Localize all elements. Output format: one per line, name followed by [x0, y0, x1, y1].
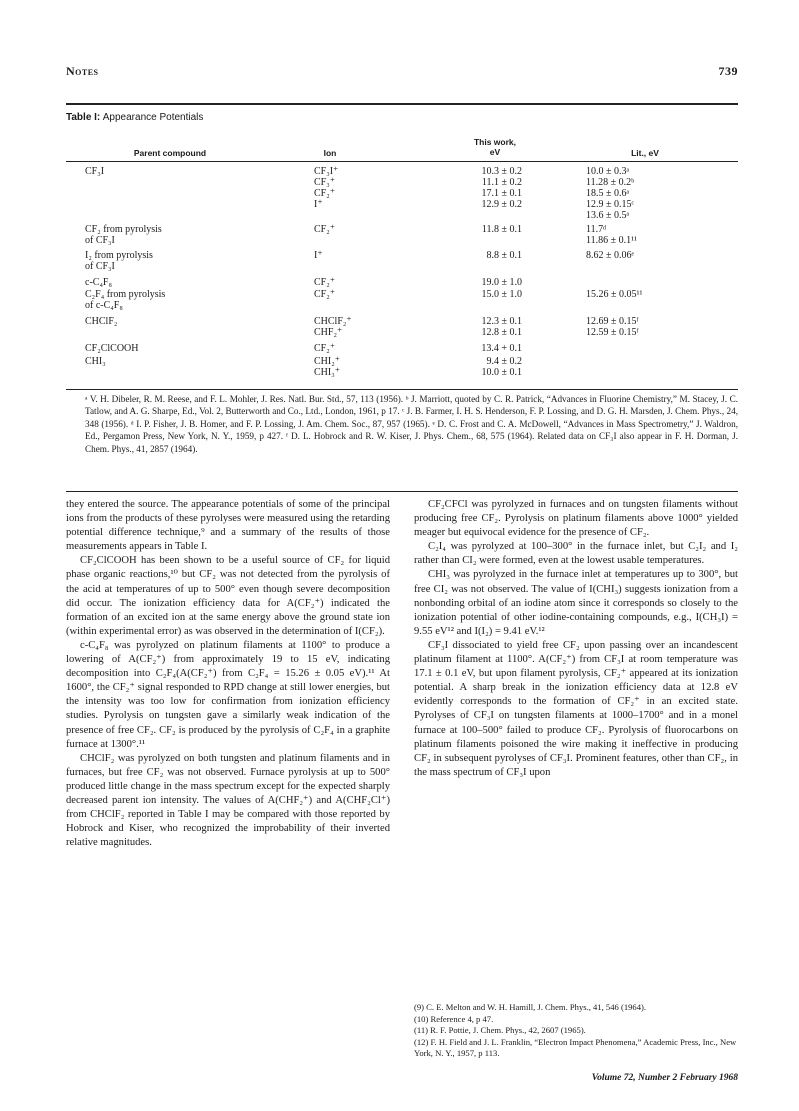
table-cell-lit: 10.0 ± 0.3ᵃ — [586, 166, 630, 177]
table-cell-parent: I₂ from pyrolysis — [85, 250, 153, 261]
reference-item: (10) Reference 4, p 47. — [414, 1013, 494, 1024]
table-end-rule — [66, 491, 738, 492]
reference-item: (11) R. F. Pottie, J. Chem. Phys., 42, 2607 (1965). — [414, 1025, 586, 1035]
table-cell-this-work: 11.1 ± 0.2 — [481, 177, 522, 188]
table-cell-ion: I⁺ — [314, 250, 323, 261]
table-cell-lit: 18.5 ± 0.6ᵃ — [586, 188, 630, 199]
table-cell-lit: 12.9 ± 0.15ᶜ — [586, 199, 635, 210]
table-cell-lit: 12.59 ± 0.15ᶠ — [586, 327, 639, 338]
table-header-rule — [66, 161, 738, 162]
table-cell-this-work: 10.0 ± 0.1 — [481, 367, 522, 378]
header-parent: Parent compound — [133, 148, 207, 158]
table-cell-this-work: 12.8 ± 0.1 — [481, 327, 522, 338]
table-cell-parent: of CF₃I — [85, 235, 115, 246]
paragraph: CF₃I dissociated to yield free CF₂ upon passing over an incandescent platinum filament at 1100°. A(CF₂⁺) from CF₃I at room temperature was 17.1 ± 0.1 eV, but upon filament pyrolysis, CF₂⁺ appeared at its ionization potential. A sharp break in the ionization efficiency data at 12.8 eV evidently corresponds to the formation of CF₂⁺ in an excited state. Pyrolyses of CF₃I on tungsten filaments at 1000–1700° and in a monel furnace at 100–500° failed to produce CF₂. Pyrolysis of fluorocarbons on platinum filaments poisoned the wire making it ineffective in producing CF₂ in subsequent pyrolyses of CF₃I. Prominent features, other than CF₂, in the mass spectrum of CF₃I upon — [414, 639, 738, 778]
table-cell-ion: CHF₂⁺ — [314, 327, 343, 338]
table-cell-ion: I⁺ — [314, 199, 323, 210]
header-lit: Lit., eV — [631, 148, 659, 158]
table-cell-parent: C₂F₄ from pyrolysis — [85, 289, 166, 300]
table-cell-this-work: 8.8 ± 0.1 — [486, 250, 522, 261]
table-cell-parent: CHI₃ — [85, 356, 106, 367]
table-cell-this-work: 19.0 ± 1.0 — [481, 277, 522, 288]
table-cell-this-work: 12.9 ± 0.2 — [481, 199, 522, 210]
table-cell-ion: CHI₃⁺ — [314, 367, 340, 378]
references — [414, 1002, 738, 1060]
table-cell-ion: CHClF₂⁺ — [314, 316, 352, 327]
table-cell-lit: 8.62 ± 0.06ᵉ — [586, 250, 635, 261]
paragraph: CF₂ClCOOH has been shown to be a useful source of CF₂ for liquid phase organic reactions,¹⁰ but CF₂ was not detected from the pyrolysis of the acid at temperatures of up to 500° even though severe decomposition did occur. The ionization efficiency data for A(CF₂⁺) indicated the formation of an excited ion at the same energy above the ground state ion (within experimental error) as was observed in the determination of I(CF₂). — [66, 555, 390, 637]
table-cell-lit: 11.7ᵈ — [586, 224, 607, 235]
header-this-work-line1: This work, — [473, 137, 517, 147]
paragraph: CHI₃ was pyrolyzed in the furnace inlet at temperatures up to 300°, but free CI₂ was not observed. The value of I(CHI₃) suggests ionization from a nonbonding orbital of an iodine atom since it corresponds so closely to the ionization potential of other iodine-containing compounds, e.g., I(CH₃I) = 9.55 eV¹² and I(I₂) = 9.41 eV.¹² — [414, 569, 738, 637]
table-cell-ion: CF₂⁺ — [314, 224, 335, 235]
table-cell-parent: of CF₃I — [85, 261, 115, 272]
table-cell-this-work: 12.3 ± 0.1 — [481, 316, 522, 327]
table-cell-parent: CF₂ from pyrolysis — [85, 224, 162, 235]
table-cell-ion: CF₃I⁺ — [314, 166, 339, 177]
running-head — [66, 64, 738, 80]
paragraph: C₂I₄ was pyrolyzed at 100–300° in the furnace inlet, but C₂I₂ and I₂ rather than CI₂ were formed, even at the lowest usable temperatures. — [414, 541, 738, 567]
table-cell-lit: 15.26 ± 0.05¹¹ — [586, 289, 643, 300]
table-footnote: ᵃ V. H. Dibeler, R. M. Reese, and F. L. Mohler, J. Res. Natl. Bur. Std., 57, 113 (1956). ᵇ J. Marriott, quoted by C. R. Patrick, “Advances in Fluorine Chemistry,” M. Stacey, J. C. Tatlow, and A. G. Sharpe, Ed., Vol. 2, Butterworth and Co., Ltd., London, 1961, p 17. ᶜ J. B. Farmer, I. H. S. Henderson, F. P. Lossing, and D. G. H. Marsden, J. Chem. Phys., 24, 348 (1956). ᵈ I. P. Fisher, J. B. Homer, and F. P. Lossing, J. Am. Chem. Soc., 87, 957 (1965). ᵉ D. C. Frost and C. A. McDowell, “Advances in Mass Spectrometry,” J. Waldron, Ed., Pergamon Press, New York, N. Y., 1959, p 427. ᶠ D. L. Hobrock and R. W. Kiser, J. Phys. Chem., 68, 575 (1964). Related data on CF₃I also appear in F. H. Dorman, J. Chem. Phys., 41, 2857 (1964). — [85, 394, 738, 454]
table-top-rule — [66, 103, 738, 105]
table-cell-this-work: 10.3 ± 0.2 — [481, 166, 522, 177]
table-cell-ion: CF₂⁺ — [314, 277, 335, 288]
journal-footer: Volume 72, Number 2 February 1968 — [591, 1073, 738, 1083]
paragraph: CF₂CFCl was pyrolyzed in furnaces and on tungsten filaments without producing free CF₂. Pyrolysis on platinum filaments above 1000° yielded meager but equivocal evidence for the presence of CF₂. — [414, 499, 738, 539]
table-cell-this-work: 13.4 + 0.1 — [481, 343, 522, 354]
header-this-work — [455, 137, 535, 157]
reference-item: (9) C. E. Melton and W. H. Hamill, J. Chem. Phys., 41, 546 (1964). — [414, 1002, 647, 1012]
table-cell-parent: c-C₄F₈ — [85, 277, 112, 288]
table-cell-ion: CF₂⁺ — [314, 289, 335, 300]
table-cell-lit: 13.6 ± 0.5ᵃ — [586, 210, 630, 221]
table-cell-ion: CF₂⁺ — [314, 188, 335, 199]
table-cell-lit: 12.69 ± 0.15ᶠ — [586, 316, 639, 327]
paragraph: they entered the source. The appearance potentials of some of the principal ions from the products of these pyrolyses were measured using the retarding potential difference technique,⁹ and a summary of the results of those measurements appears in Table I. — [66, 499, 390, 553]
table-cell-ion: CHI₂⁺ — [314, 356, 340, 367]
left-column — [66, 498, 390, 850]
table-cell-this-work: 9.4 ± 0.2 — [486, 356, 522, 367]
table-caption — [66, 112, 203, 123]
table-cell-parent: CF₂ClCOOH — [85, 343, 139, 354]
table-title: Appearance Potentials — [102, 112, 204, 123]
header-ion: Ion — [323, 148, 337, 158]
section-name: Notes — [66, 64, 99, 78]
table-cell-this-work: 11.8 ± 0.1 — [481, 224, 522, 235]
table-cell-lit: 11.86 ± 0.1¹¹ — [586, 235, 638, 246]
table-cell-this-work: 17.1 ± 0.1 — [481, 188, 522, 199]
reference-item: (12) F. H. Field and J. L. Franklin, “Electron Impact Phenomena,” Academic Press, Inc., New York, N. Y., 1957, p 113. — [414, 1036, 737, 1058]
table-cell-lit: 11.28 ± 0.2ᵇ — [586, 177, 635, 188]
right-column — [414, 498, 738, 780]
table-label: Table I: — [66, 112, 101, 123]
page-number: 739 — [718, 64, 738, 78]
header-this-work-line2: eV — [489, 147, 501, 157]
table-cell-parent: CHClF₂ — [85, 316, 118, 327]
table-cell-ion: CF₃⁺ — [314, 177, 335, 188]
paragraph: CHClF₂ was pyrolyzed on both tungsten and platinum filaments and in furnaces, but free CF₂ was not observed. Furnace pyrolysis at up to 500° produced little change in the mass spectrum except for the expected sharply decreased parent ion intensity. The values of A(CHF₂⁺) and A(CHF₂Cl⁺) from CHClF₂ reported in Table I may be compared with those reported by Hobrock and Kiser, who recognized the improbability of their inverted relative magnitudes. — [66, 752, 390, 849]
table-cell-parent: of c-C₄F₈ — [85, 300, 123, 311]
table-bottom-rule — [66, 389, 738, 390]
table-cell-this-work: 15.0 ± 1.0 — [481, 289, 522, 300]
table-cell-parent: CF₃I — [85, 166, 105, 177]
table-cell-ion: CF₂⁺ — [314, 343, 335, 354]
paragraph: c-C₄F₈ was pyrolyzed on platinum filaments at 1100° to produce a lowering of A(CF₂⁺) from approximately 19 to 15 eV, indicating decomposition into C₂F₄(A(CF₂⁺) from C₂F₄ = 15.26 ± 0.05 eV).¹¹ At 1600°, the CF₂⁺ signal responded to RPD change at still lower energies, but the intensity was too low for confirmation from ionization efficiency studies. Pyrolysis on tungsten gave a similarly weak indication of the presence of free CF₂. CF₂ is produced by the pyrolysis of C₂F₄ in a graphite furnace at 1300°.¹¹ — [66, 639, 390, 750]
